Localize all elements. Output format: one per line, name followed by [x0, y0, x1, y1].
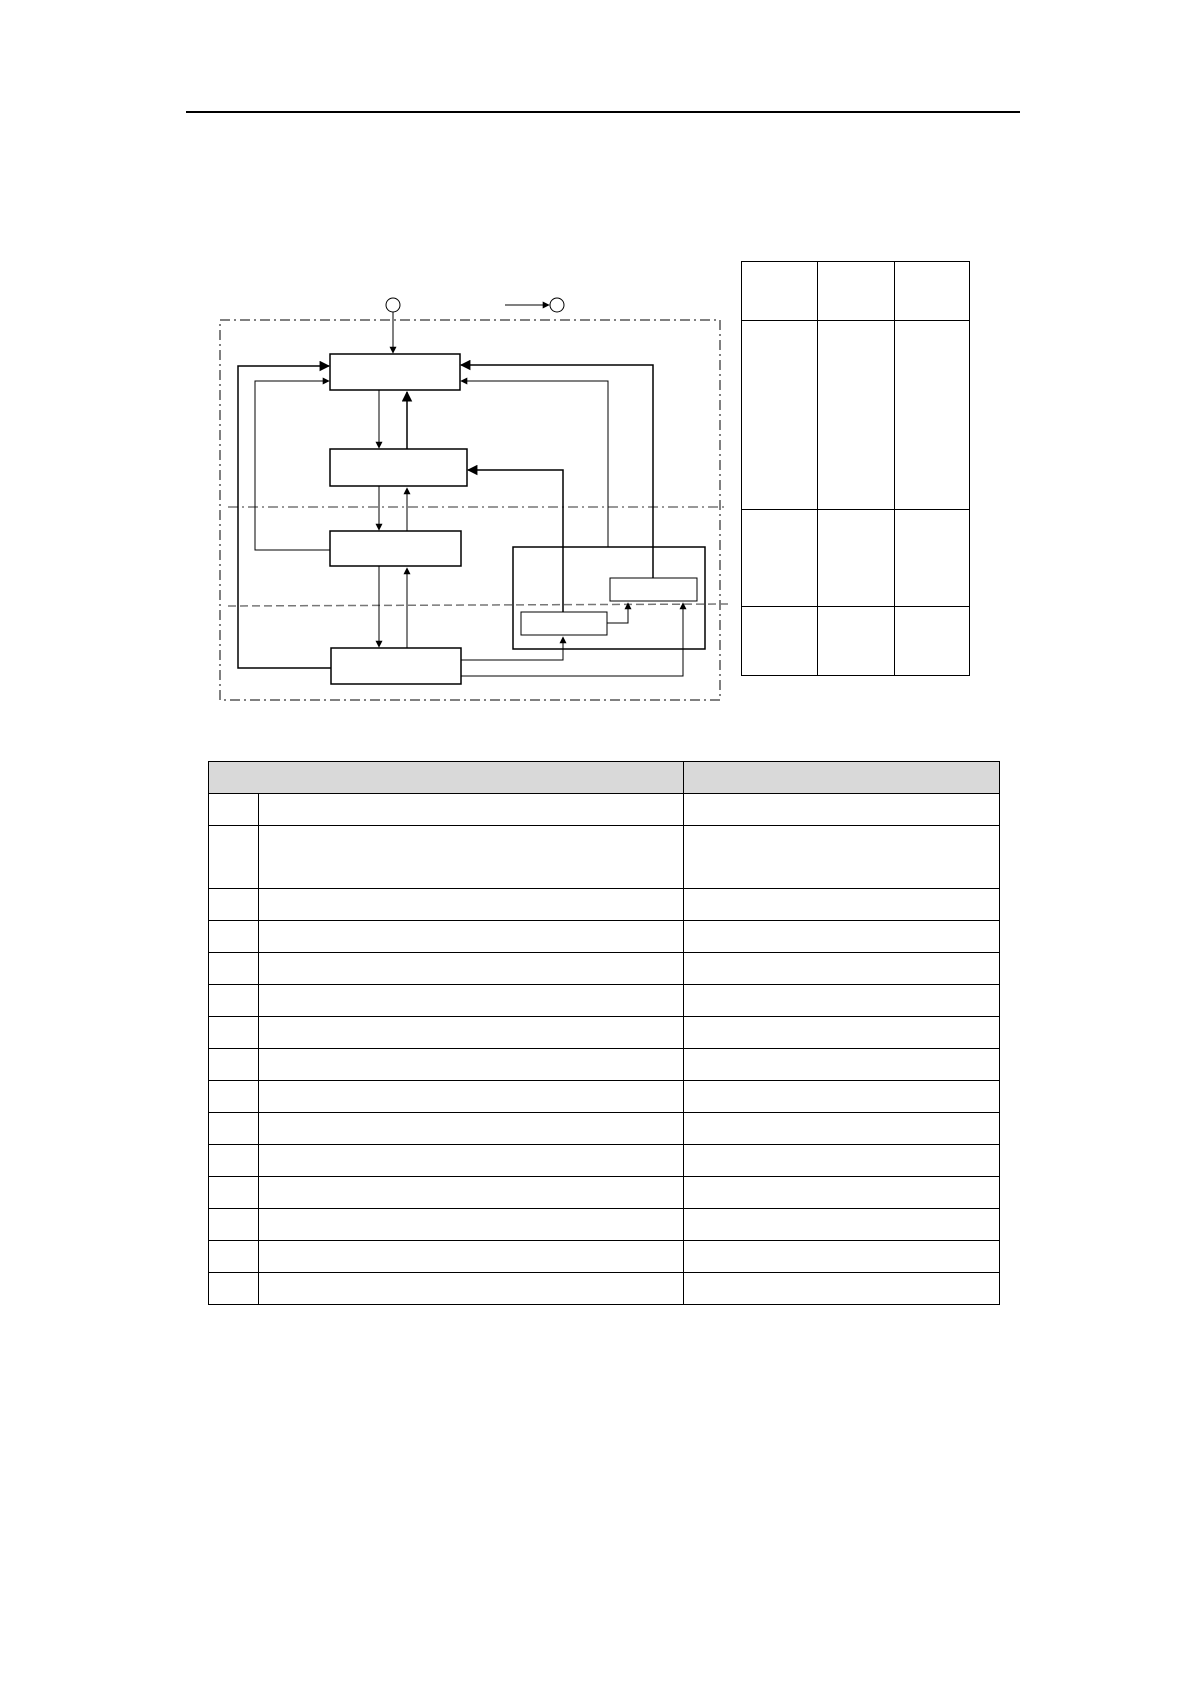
table-cell-value — [684, 1145, 1000, 1177]
table-cell-num — [209, 1049, 259, 1081]
loop-5-to-2 — [468, 470, 563, 612]
table-row — [209, 1177, 1000, 1209]
table-cell-num — [209, 794, 259, 826]
side-grid-cell — [742, 510, 818, 607]
table-row — [209, 1273, 1000, 1305]
table-cell-value — [684, 1177, 1000, 1209]
table-cell-text — [259, 1145, 684, 1177]
table-cell-num — [209, 1145, 259, 1177]
side-grid-row — [742, 262, 970, 321]
table-cell-num — [209, 1017, 259, 1049]
table-row — [209, 1017, 1000, 1049]
box-4 — [331, 648, 461, 684]
level-divider-lower — [228, 604, 728, 606]
table-cell-text — [259, 1113, 684, 1145]
arrow-5-to-6 — [607, 603, 628, 623]
table-cell-value — [684, 953, 1000, 985]
side-grid-cell — [818, 321, 895, 510]
box-6 — [610, 578, 697, 601]
table-cell-text — [259, 1209, 684, 1241]
side-grid-cell — [742, 262, 818, 321]
table-row — [209, 921, 1000, 953]
box-2 — [330, 449, 467, 486]
table-cell-num — [209, 953, 259, 985]
side-grid-cell — [818, 607, 895, 676]
table-cell-num — [209, 1241, 259, 1273]
input-connector — [386, 298, 400, 312]
table-row — [209, 1209, 1000, 1241]
side-grid-cell — [818, 510, 895, 607]
table-cell-text — [259, 1177, 684, 1209]
side-grid-row — [742, 607, 970, 676]
table-cell-value — [684, 1209, 1000, 1241]
table-cell-value — [684, 921, 1000, 953]
table-cell-text — [259, 921, 684, 953]
loop-6-to-1 — [461, 365, 653, 578]
table-cell-num — [209, 1177, 259, 1209]
side-grid-cell — [895, 607, 970, 676]
side-grid-cell — [895, 510, 970, 607]
table-row — [209, 1241, 1000, 1273]
table-cell-value — [684, 1017, 1000, 1049]
side-grid-cell — [895, 321, 970, 510]
table-row — [209, 826, 1000, 889]
loop-sub-to-1 — [461, 381, 608, 547]
table-cell-value — [684, 985, 1000, 1017]
table-row — [209, 889, 1000, 921]
table-row — [209, 1049, 1000, 1081]
side-grid — [741, 261, 970, 676]
system-boundary — [220, 320, 720, 700]
table-cell-num — [209, 1273, 259, 1305]
table-cell-text — [259, 794, 684, 826]
table-cell-value — [684, 1049, 1000, 1081]
table-cell-value — [684, 794, 1000, 826]
side-grid-row — [742, 321, 970, 510]
table-cell-value — [684, 826, 1000, 889]
side-grid-cell — [895, 262, 970, 321]
table-cell-value — [684, 889, 1000, 921]
table-cell-num — [209, 826, 259, 889]
side-grid-cell — [818, 262, 895, 321]
table-cell-num — [209, 921, 259, 953]
table-cell-text — [259, 953, 684, 985]
side-grid-row — [742, 510, 970, 607]
table-row — [209, 1113, 1000, 1145]
box-5 — [521, 612, 607, 635]
table-cell-text — [259, 1049, 684, 1081]
box-1 — [330, 354, 460, 390]
table-cell-num — [209, 1081, 259, 1113]
table-cell-num — [209, 889, 259, 921]
table-cell-text — [259, 985, 684, 1017]
table-cell-text — [259, 1241, 684, 1273]
side-grid-cell — [742, 607, 818, 676]
table-cell-value — [684, 1081, 1000, 1113]
table-cell-value — [684, 1113, 1000, 1145]
loop-3-to-1 — [255, 381, 330, 550]
table-row — [209, 953, 1000, 985]
table-row — [209, 985, 1000, 1017]
table-row — [209, 1145, 1000, 1177]
output-connector — [550, 298, 564, 312]
table-cell-value — [684, 1273, 1000, 1305]
table-cell-text — [259, 1017, 684, 1049]
table-cell-num — [209, 1113, 259, 1145]
table-header-row — [209, 762, 1000, 794]
table-cell-num — [209, 1209, 259, 1241]
table-cell-value — [684, 1241, 1000, 1273]
table-cell-text — [259, 1273, 684, 1305]
loop-4-to-1 — [238, 366, 331, 668]
flow-diagram — [0, 0, 1190, 720]
table-header-cell — [684, 762, 1000, 794]
table-row — [209, 1081, 1000, 1113]
table-cell-text — [259, 889, 684, 921]
items-table — [208, 761, 1000, 1305]
table-header-cell — [209, 762, 684, 794]
table-cell-text — [259, 826, 684, 889]
box-3 — [330, 531, 461, 566]
table-cell-num — [209, 985, 259, 1017]
table-cell-text — [259, 1081, 684, 1113]
table-row — [209, 794, 1000, 826]
side-grid-cell — [742, 321, 818, 510]
